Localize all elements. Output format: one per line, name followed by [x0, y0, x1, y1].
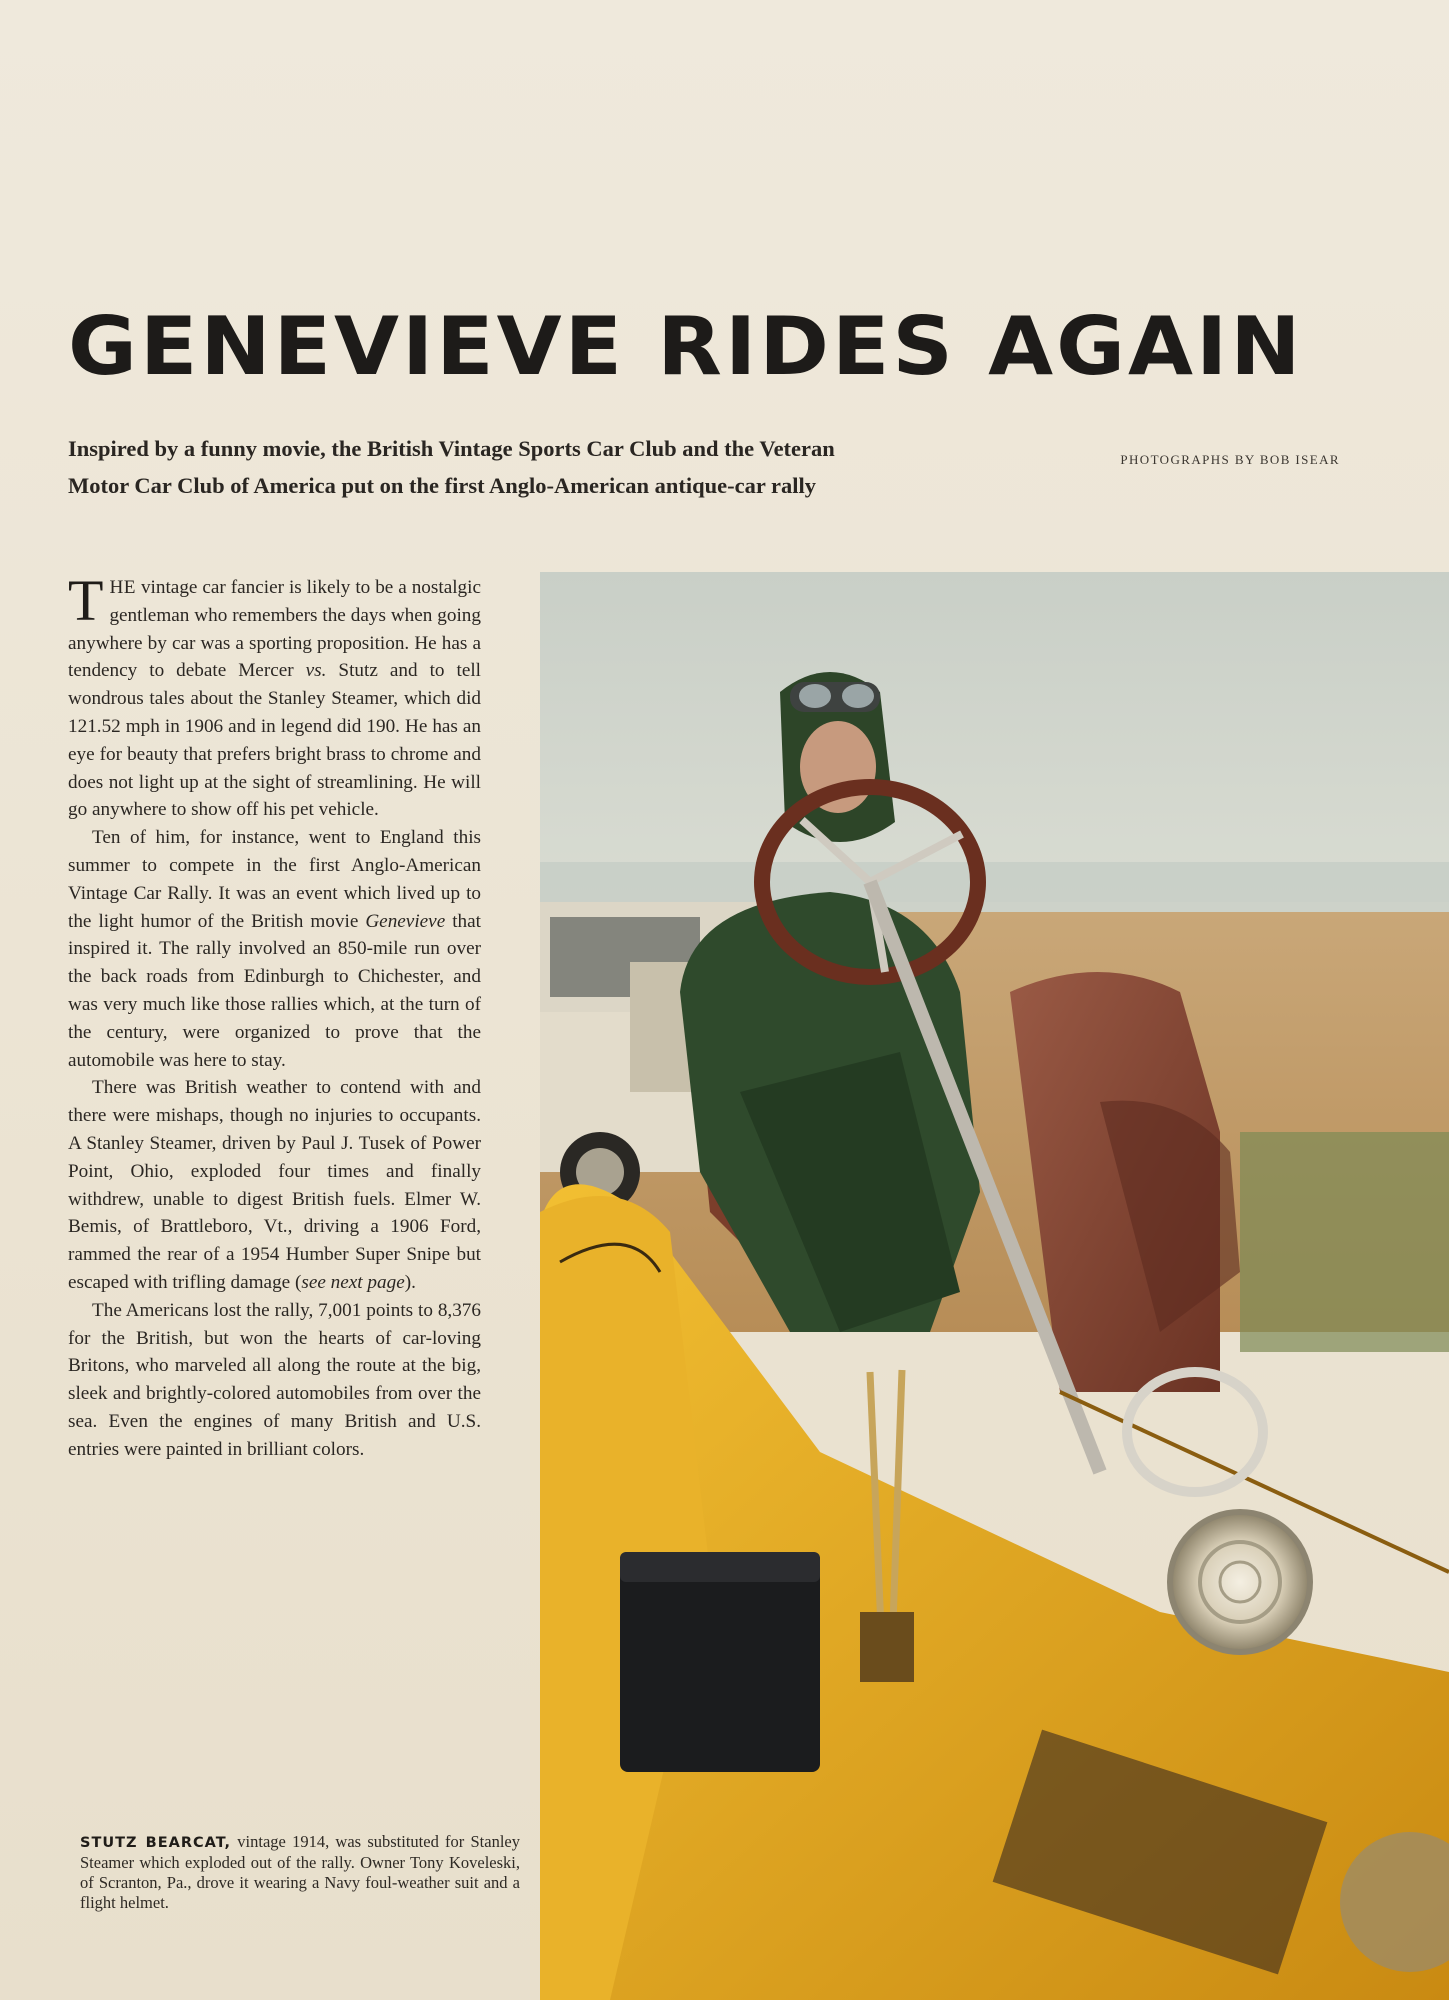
paragraph-2: [68, 824, 481, 1074]
p2-text-a: Ten of him, for instance, went to England this summer to compete in the first Anglo-American Vintage Car Rally. It was an event which lived up to the light humor of the British movie: [68, 827, 481, 932]
drop-cap: T: [68, 568, 104, 633]
paragraph-1: [68, 568, 481, 824]
p3-see-next-page: see next page: [301, 1271, 405, 1293]
photo-stutz-bearcat: [540, 572, 1449, 2000]
photo-illustration: [540, 572, 1449, 2000]
headline: GENEVIEVE RIDES AGAIN: [68, 300, 1304, 394]
p2-movie-title: Genevieve: [365, 910, 446, 932]
photo-credit: PHOTOGRAPHS BY BOB ISEAR: [1120, 452, 1340, 467]
p1-text-b: Stutz and to tell wondrous tales about the Stanley Steamer, which did 121.52 mph in 1906 and in legend did 190. He has an eye for beauty that prefers bright brass to chrome and does not light up at the sight of streamlining. He will go anywhere to show off his pet vehicle.: [68, 660, 481, 821]
p3-text-a: There was British weather to contend with and there were mishaps, though no injuries to occupants. A Stanley Steamer, driven by Paul J. Tusek of Power Point, Ohio, exploded four times and finally withdrew, unable to digest British fuels. Elmer W. Bemis, of Brattleboro, Vt., driving a 1906 Ford, rammed the rear of a 1954 Humber Super Snipe but escaped with trifling damage (: [68, 1077, 481, 1293]
caption-text: vintage 1914, was substituted for Stanley Steamer which exploded out of the rally. Owner Tony Koveleski, of Scranton, Pa., drove it wearing a Navy foul-weather suit and a flight helmet.: [80, 1832, 520, 1912]
deck-line-1: Inspired by a funny movie, the British Vintage Sports Car Club and the Veteran: [68, 436, 835, 461]
deck-line-2: Motor Car Club of America put on the first Anglo-American antique-car rally: [68, 473, 817, 498]
paragraph-3: [68, 1074, 481, 1296]
p1-text-a: vintage car fancier is likely to be a nostalgic gentleman who remembers the days when going anywhere by car was a sporting proposition. He has a tendency to debate Mercer: [68, 577, 481, 682]
photo-caption: [80, 1832, 520, 1913]
p1-opening: HE: [109, 577, 137, 598]
battery-box: [620, 1552, 820, 1772]
sky: [540, 572, 1449, 902]
p2-text-b: that inspired it. The rally involved an 850-mile run over the back roads from Edinburgh to Chichester, and was very much like those rallies which, at the turn of the century, were organized to prove that the automobile was here to stay.: [68, 910, 481, 1071]
p3-text-b: ).: [404, 1271, 416, 1293]
article-body: [68, 568, 481, 1464]
deck: [68, 430, 968, 504]
p1-vs: vs.: [305, 660, 327, 682]
paragraph-4: The Americans lost the rally, 7,001 points to 8,376 for the British, but won the hearts of car-loving Britons, who marveled all along the route at the big, sleek and brightly-colored automobiles from over the sea. Even the engines of many British and U.S. entries were painted in brilliant colors.: [68, 1299, 481, 1460]
grass: [1240, 1132, 1449, 1352]
caption-lead: STUTZ BEARCAT,: [80, 1835, 232, 1851]
